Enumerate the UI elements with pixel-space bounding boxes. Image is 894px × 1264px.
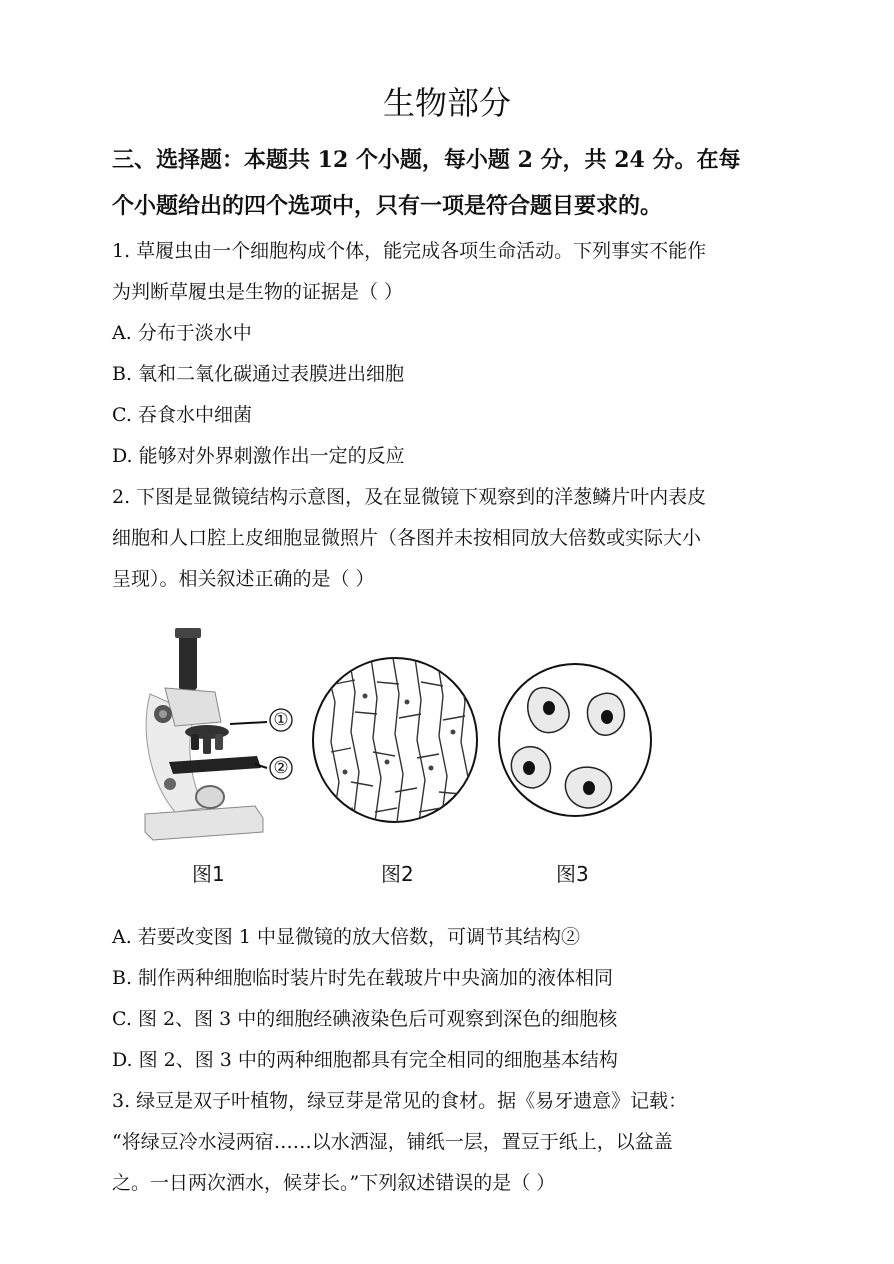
onion-cells-illustration bbox=[313, 658, 477, 822]
q1-option-c: C. 吞食水中细菌 bbox=[112, 404, 252, 426]
section-heading-line-1: 三、选择题：本题共 12 个小题，每小题 2 分，共 24 分。在每 bbox=[112, 147, 741, 173]
section-heading-line-2: 个小题给出的四个选项中，只有一项是符合题目要求的。 bbox=[112, 193, 663, 219]
q3-stem-line-1: 3. 绿豆是双子叶植物，绿豆芽是常见的食材。据《易牙遗意》记载： bbox=[112, 1090, 688, 1112]
q3-stem-line-3: 之。一日两次洒水，候芽长。”下列叙述错误的是（ ） bbox=[112, 1172, 556, 1194]
figure-label-2: 图2 bbox=[381, 862, 414, 886]
figure-label-1: 图1 bbox=[192, 862, 225, 886]
q1-option-d: D. 能够对外界刺激作出一定的反应 bbox=[112, 445, 405, 467]
marker-2-label: ② bbox=[273, 758, 289, 778]
q2-figure bbox=[135, 622, 665, 892]
q1-stem-line-2: 为判断草履虫是生物的证据是（ ） bbox=[112, 281, 404, 303]
page-title: 生物部分 bbox=[382, 84, 511, 122]
q2-option-c: C. 图 2、图 3 中的细胞经碘液染色后可观察到深色的细胞核 bbox=[112, 1008, 618, 1030]
figure-label-3: 图3 bbox=[556, 862, 589, 886]
q1-stem-line-1: 1. 草履虫由一个细胞构成个体，能完成各项生命活动。下列事实不能作 bbox=[112, 240, 707, 262]
q2-option-d: D. 图 2、图 3 中的两种细胞都具有完全相同的细胞基本结构 bbox=[112, 1049, 618, 1071]
q1-option-b: B. 氧和二氧化碳通过表膜进出细胞 bbox=[112, 363, 405, 385]
q2-option-a: A. 若要改变图 1 中显微镜的放大倍数，可调节其结构② bbox=[112, 926, 580, 948]
microscope-illustration bbox=[145, 628, 292, 840]
marker-1-label: ① bbox=[273, 710, 289, 730]
cheek-cells-illustration bbox=[499, 664, 651, 816]
q2-stem-line-2: 细胞和人口腔上皮细胞显微照片（各图并未按相同放大倍数或实际大小 bbox=[112, 527, 702, 549]
q1-option-a: A. 分布于淡水中 bbox=[112, 322, 252, 344]
q3-stem-line-2: “将绿豆冷水浸两宿……以水洒湿，铺纸一层，置豆于纸上，以盆盖 bbox=[112, 1131, 673, 1153]
q2-option-b: B. 制作两种细胞临时装片时先在载玻片中央滴加的液体相同 bbox=[112, 967, 614, 989]
q2-stem-line-1: 2. 下图是显微镜结构示意图，及在显微镜下观察到的洋葱鳞片叶内表皮 bbox=[112, 486, 707, 508]
q2-stem-line-3: 呈现）。相关叙述正确的是（ ） bbox=[112, 568, 375, 590]
